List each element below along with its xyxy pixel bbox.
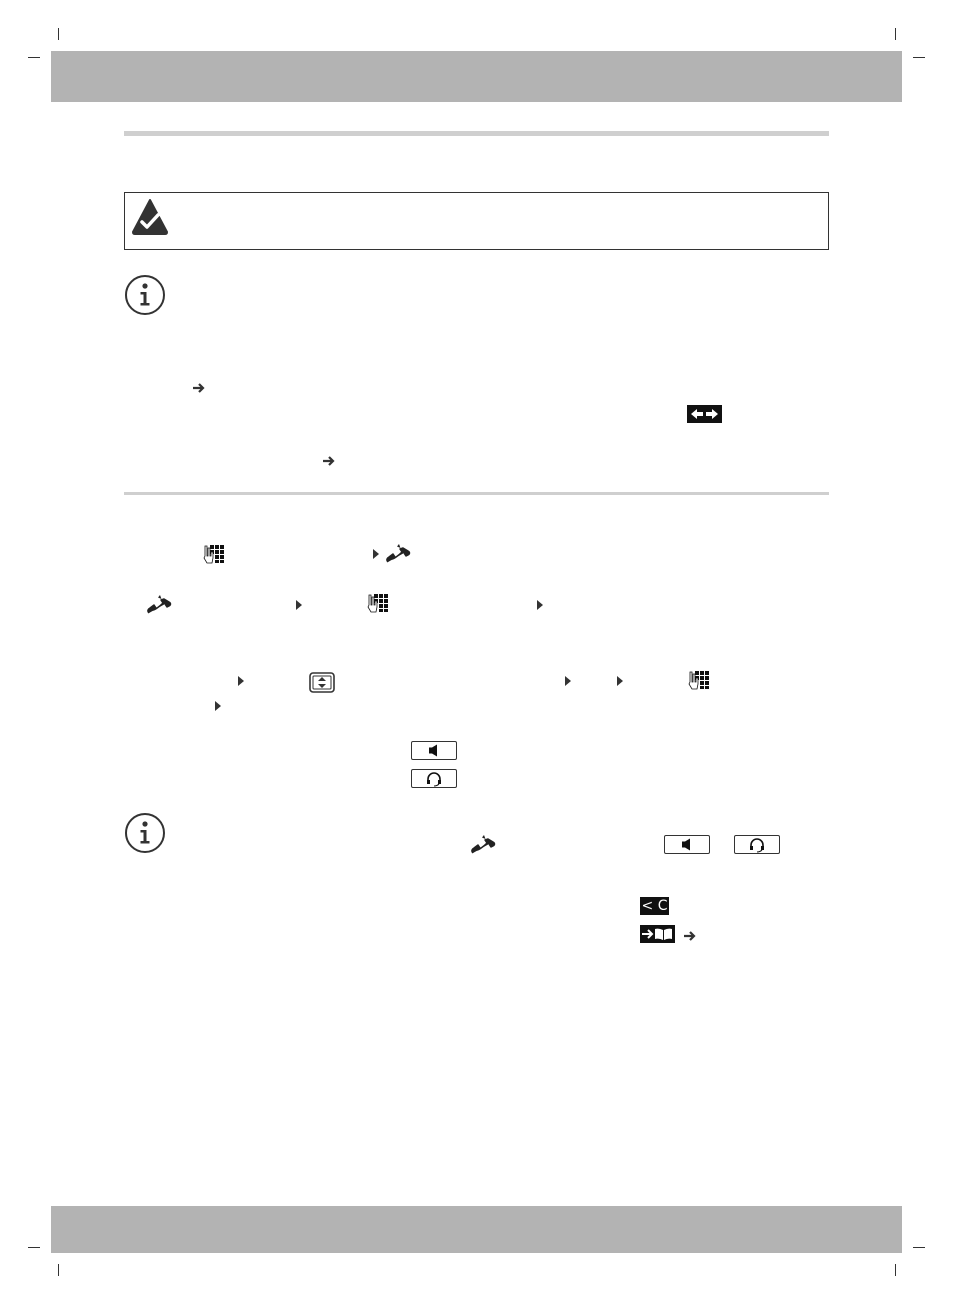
section-rule (124, 492, 829, 495)
note-box (124, 192, 829, 250)
right-arrow-icon (322, 454, 336, 472)
right-arrow-icon (683, 929, 697, 947)
step-triangle-icon (296, 600, 302, 610)
headset-key-icon (734, 835, 780, 854)
footer-band (51, 1206, 902, 1253)
keypad-icon (203, 544, 225, 562)
crop-mark (28, 57, 40, 58)
step-triangle-icon (537, 600, 543, 610)
info-circle-icon (124, 274, 166, 316)
crop-mark (895, 28, 896, 40)
handsfree-key-icon (664, 835, 710, 854)
header-band (51, 51, 902, 102)
step-triangle-icon (617, 676, 623, 686)
keypad-icon (367, 593, 389, 611)
step-triangle-icon (238, 676, 244, 686)
handset-off-hook-icon (385, 543, 413, 570)
crop-mark (58, 1264, 59, 1276)
step-triangle-icon (373, 549, 379, 559)
copy-to-directory-icon (640, 925, 675, 943)
crop-mark (913, 1247, 925, 1248)
crop-mark (28, 1247, 40, 1248)
handsfree-key-icon (411, 741, 457, 760)
step-triangle-icon (565, 676, 571, 686)
navigation-key-icon (309, 672, 335, 698)
section-rule (124, 131, 829, 136)
keypad-icon (688, 670, 710, 688)
right-arrow-icon (192, 381, 206, 399)
crop-mark (58, 28, 59, 40)
info-circle-icon (124, 812, 166, 854)
crop-mark (913, 57, 925, 58)
clear-back-icon: < C (641, 898, 668, 914)
headset-key-icon (411, 769, 457, 788)
check-warning-icon (131, 198, 169, 236)
step-triangle-icon (215, 701, 221, 711)
handset-off-hook-icon (470, 834, 498, 861)
crop-mark (895, 1264, 896, 1276)
swap-lines-icon (687, 405, 722, 423)
handset-off-hook-icon (146, 594, 174, 621)
